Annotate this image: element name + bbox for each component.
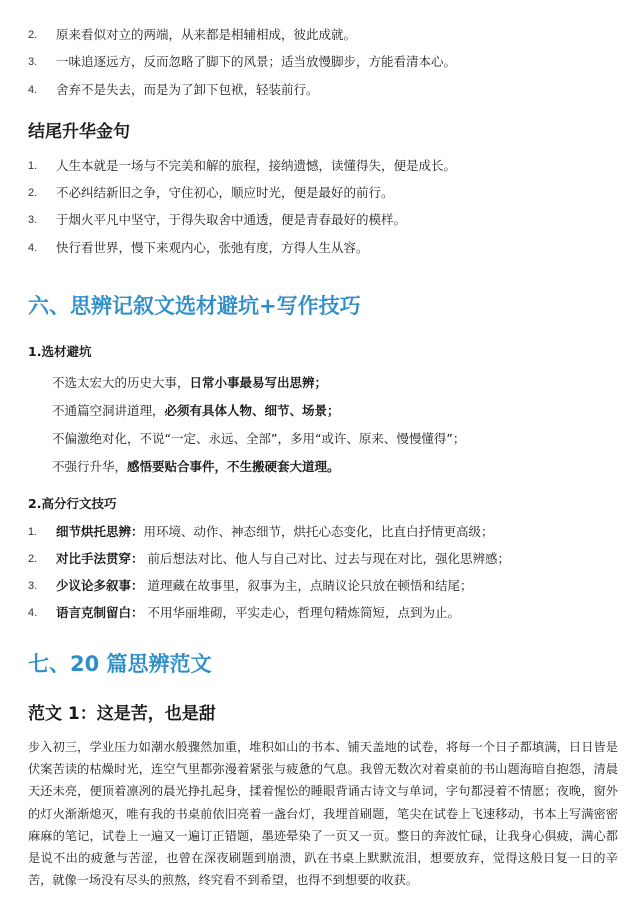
technique-desc: 道理藏在故事里，叙事为主，点睛议论只放在顿悟和结尾； <box>143 578 473 593</box>
list-item <box>0 576 640 596</box>
list-number: 1. <box>28 160 38 172</box>
list-text: 舍弃不是失去，而是为了卸下包袱，轻装前行。 <box>56 82 319 97</box>
list-item <box>0 183 640 203</box>
tip-bold: 日常小事最易写出思辨； <box>189 375 328 390</box>
technique-desc: 前后想法对比、他人与自己对比、过去与现在对比，强化思辨感； <box>143 551 510 566</box>
list-item <box>0 522 640 542</box>
tip-row <box>52 373 327 393</box>
tip-plain: 不通篇空洞讲道理， <box>52 403 165 418</box>
list-number: 2. <box>28 553 38 565</box>
list-item <box>0 549 640 569</box>
technique-name: 语言克制留白： <box>56 605 144 620</box>
list-text: 快行看世界，慢下来观内心，张弛有度，方得人生从容。 <box>56 240 369 255</box>
list-text: 不必纠结新旧之争，守住初心，顺应时光，便是最好的前行。 <box>56 185 394 200</box>
essay-title: 范文 1：这是苦，也是甜 <box>28 704 216 724</box>
technique-name: 对比手法贯穿： <box>56 551 144 566</box>
list-number: 3. <box>28 214 38 226</box>
list-text: 于烟火平凡中坚守，于得失取舍中通透，便是青春最好的模样。 <box>56 212 407 227</box>
list-number: 4. <box>28 242 38 254</box>
essay-body: 步入初三，学业压力如潮水般骤然加重，堆积如山的书本、铺天盖地的试卷，将每一个日子都填满，日日皆是伏案苦读的枯燥时光，连空气里都弥漫着紧张与疲惫的气息。我曾无数次对着桌前的书山题海暗自抱怨，清晨天还未亮，便顶着凛冽的晨光挣扎起身，揉着惺忪的睡眼背诵古诗文与单词，字句都浸着不情愿；夜晚，窗外的灯火渐渐熄灭，唯有我的书桌前依旧亮着一盏台灯，我埋首刷题，笔尖在试卷上飞速移动，书本上写满密密麻麻的笔记，试卷上一遍又一遍订正错题，墨迹晕染了一页又一页。整日的奔波忙碌，让我身心俱疲，满心都是说不出的疲惫与苦涩，也曾在深夜刷题到崩溃，趴在书桌上默默流泪，想要放弃，觉得这般日复一日的辛苦，就像一场没有尽头的煎熬，终究看不到希望，也得不到想要的收获。 <box>28 740 618 888</box>
tip-row <box>52 457 340 477</box>
list-item <box>0 25 640 45</box>
tip-plain: 不偏激绝对化，不说“一定、永远、全部”，多用“或许、原来、慢慢懂得”； <box>52 431 466 446</box>
list-number: 4. <box>28 84 38 96</box>
list-text: 一味追逐远方，反而忽略了脚下的风景；适当放慢脚步，方能看清本心。 <box>56 54 457 69</box>
list-item <box>0 603 640 623</box>
list-item <box>0 210 640 230</box>
list-number: 1. <box>28 526 38 538</box>
list-item <box>0 52 640 72</box>
tip-plain: 不强行升华， <box>52 459 128 474</box>
subsection-title: 2.高分行文技巧 <box>28 496 117 511</box>
tip-row <box>52 401 340 421</box>
list-item <box>0 80 640 100</box>
tip-bold: 感悟要贴合事件，不生搬硬套大道理。 <box>127 459 340 474</box>
tip-row <box>52 429 465 449</box>
list-number: 2. <box>28 187 38 199</box>
tip-plain: 不选太宏大的历史大事， <box>52 375 190 390</box>
list-item <box>0 156 640 176</box>
list-number: 3. <box>28 56 38 68</box>
technique-name: 少议论多叙事： <box>56 578 144 593</box>
technique-name: 细节烘托思辨： <box>56 524 144 539</box>
subsection-title: 1.选材避坑 <box>28 344 92 359</box>
list-number: 2. <box>28 29 38 41</box>
technique-desc: 不用华丽堆砌，平实走心，哲理句精炼简短，点到为止。 <box>143 605 460 620</box>
section-six-heading: 六、思辨记叙文选材避坑+写作技巧 <box>28 294 361 318</box>
section-seven-heading: 七、20 篇思辨范文 <box>28 652 212 676</box>
list-text: 人生本就是一场与不完美和解的旅程，接纳遗憾，读懂得失，便是成长。 <box>56 158 457 173</box>
tip-bold: 必须有具体人物、细节、场景； <box>164 403 340 418</box>
list-text: 原来看似对立的两端，从来都是相辅相成，彼此成就。 <box>56 27 357 42</box>
list-item <box>0 238 640 258</box>
list-number: 4. <box>28 607 38 619</box>
technique-desc: 用环境、动作、神态细节，烘托心态变化，比直白抒情更高级； <box>143 524 494 539</box>
list-number: 3. <box>28 580 38 592</box>
closing-heading: 结尾升华金句 <box>28 122 130 142</box>
